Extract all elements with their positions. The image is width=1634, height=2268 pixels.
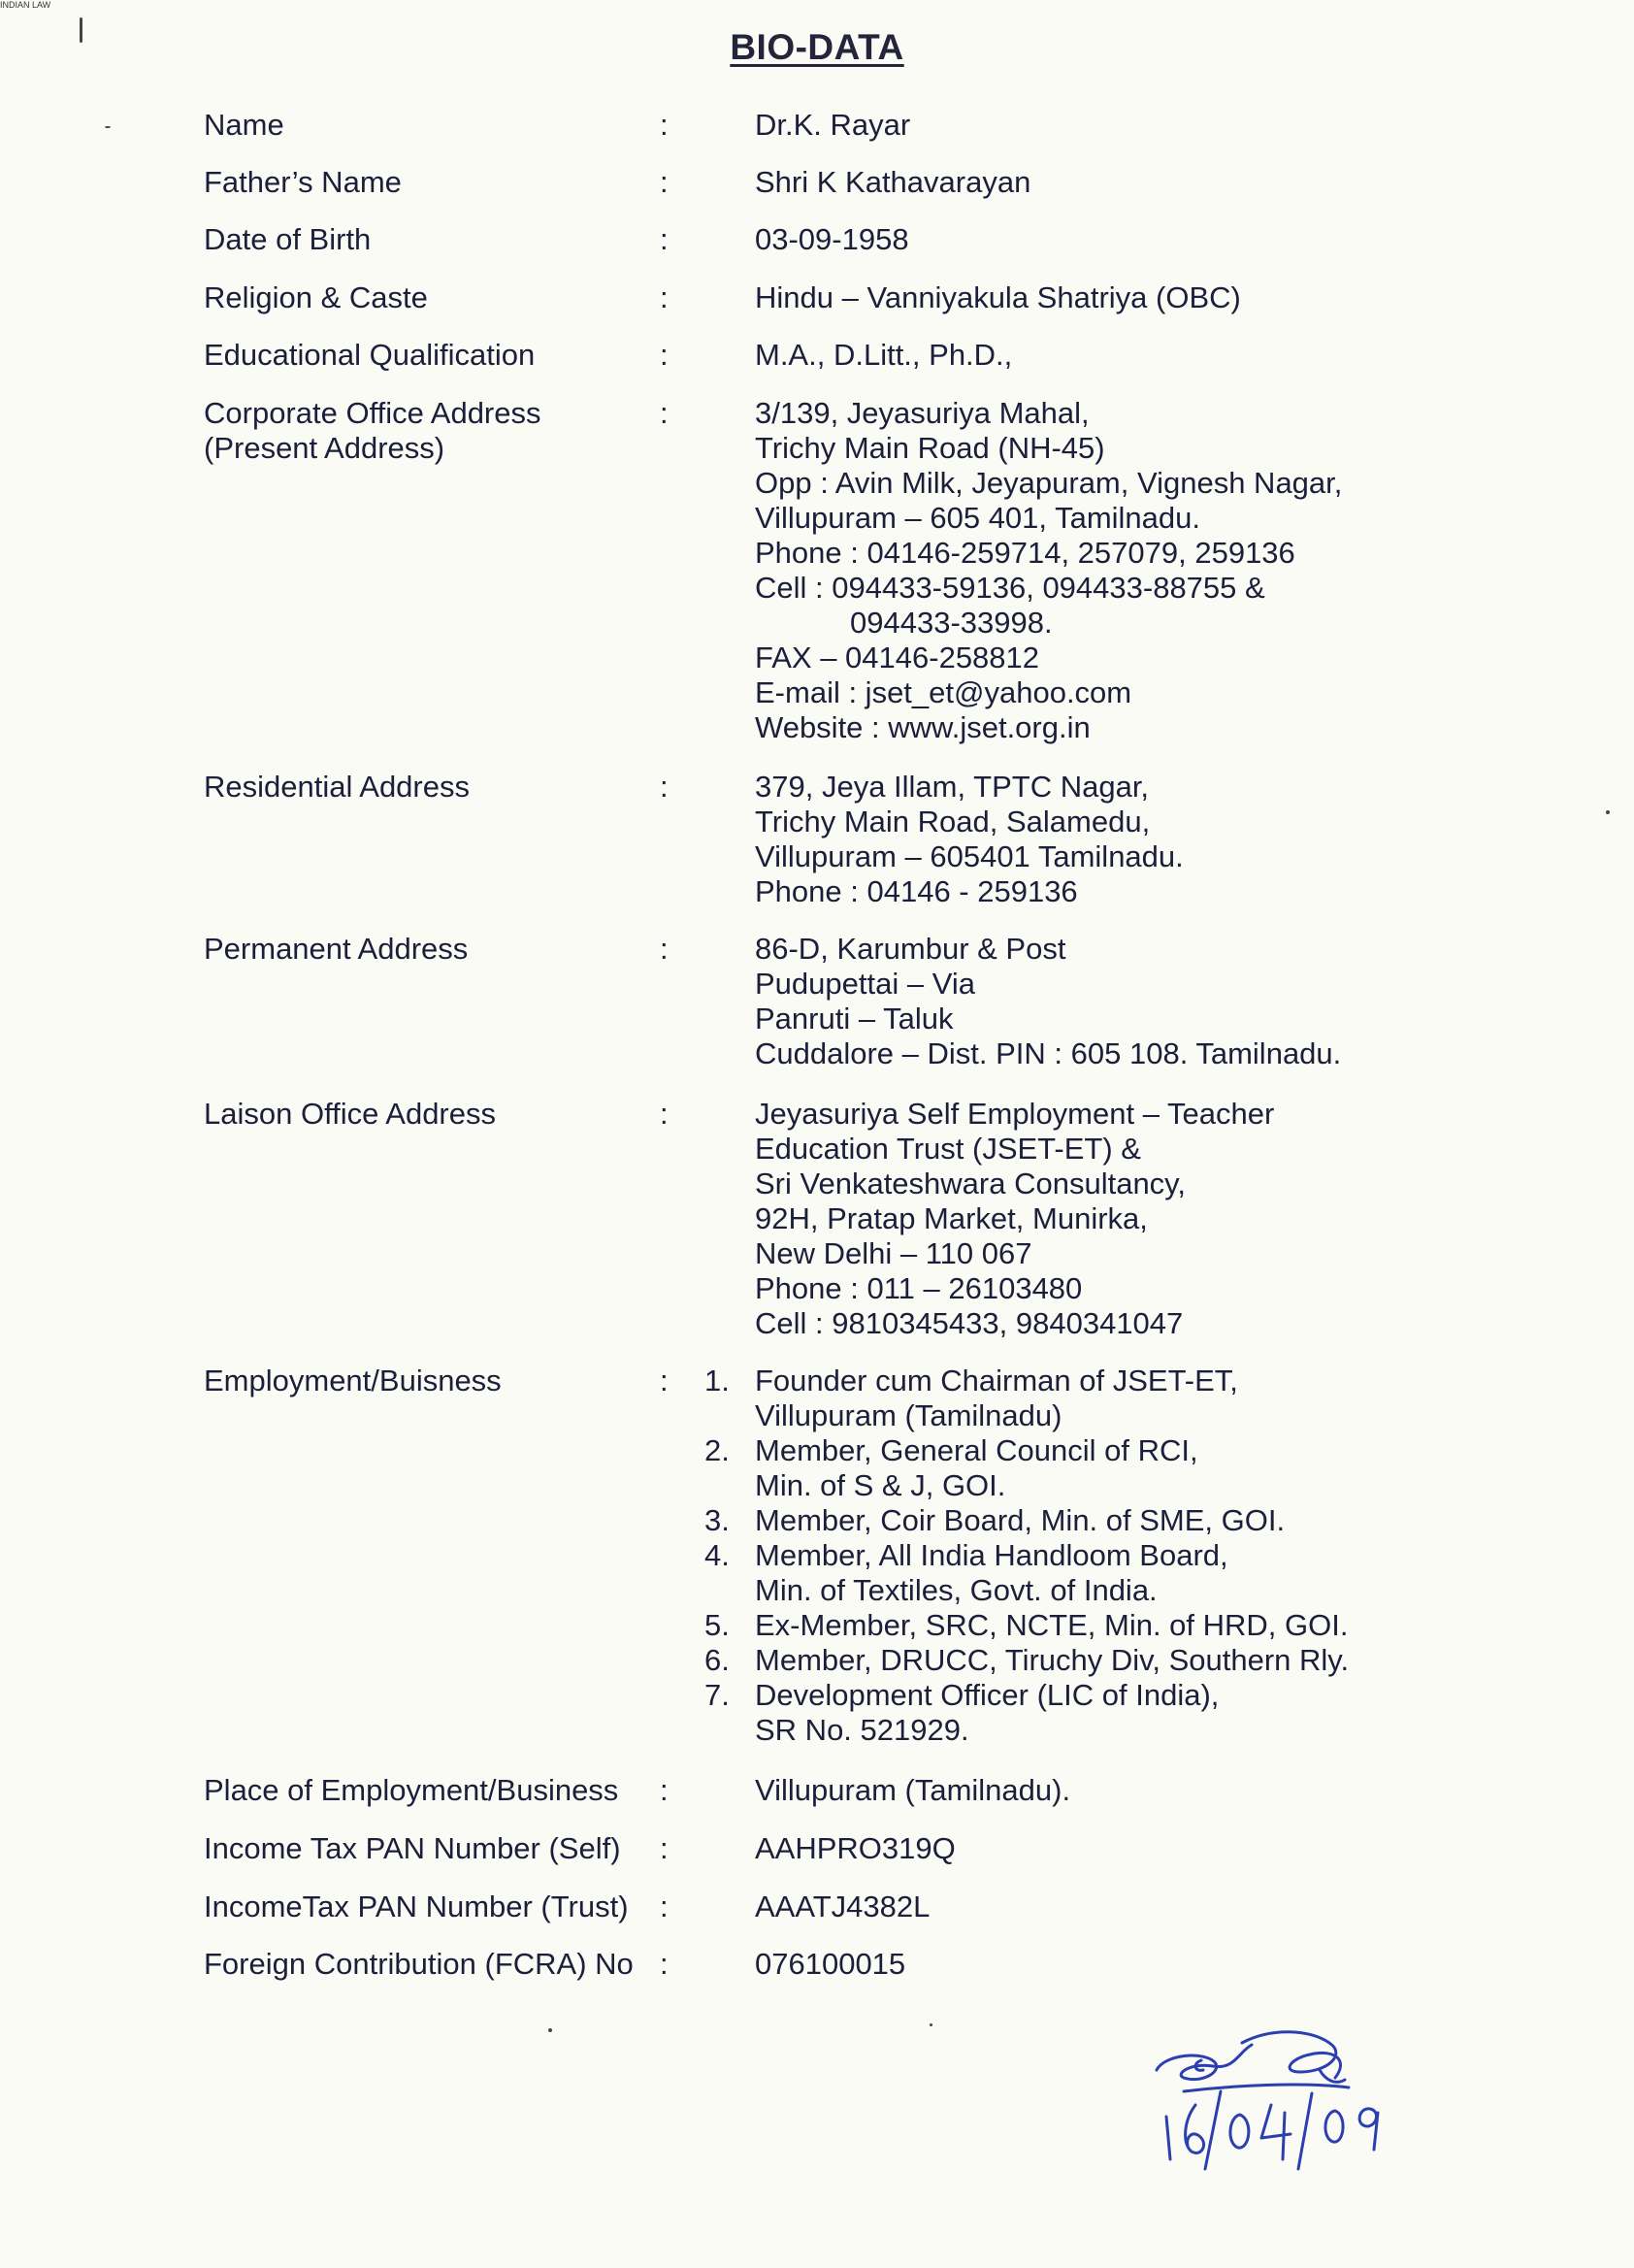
signature-date-slash xyxy=(1205,2091,1221,2169)
list-item: 2. Member, General Council of RCI, Min. of S & J, GOI. xyxy=(704,1433,1198,1502)
signature-date-nine xyxy=(1359,2109,1378,2150)
label-laison-address: Laison Office Address xyxy=(204,1097,496,1131)
signature-stroke xyxy=(1242,2032,1341,2078)
value-fathers-name: Shri K Kathavarayan xyxy=(755,165,1031,199)
employment-list xyxy=(704,1364,1481,1748)
signature-date-zero xyxy=(1230,2115,1249,2148)
separator: : xyxy=(660,1831,669,1865)
value-fcra: 076100015 xyxy=(755,1947,906,1981)
label-pan-self: Income Tax PAN Number (Self) xyxy=(204,1831,621,1865)
separator: : xyxy=(660,1947,669,1981)
signature-stroke xyxy=(1320,2070,1345,2082)
list-item: 1. Founder cum Chairman of JSET-ET, Villupuram (Tamilnadu) xyxy=(704,1364,1238,1432)
separator: : xyxy=(660,108,669,142)
separator: : xyxy=(660,222,669,256)
separator: : xyxy=(660,1890,669,1923)
label-permanent-address: Permanent Address xyxy=(204,932,469,966)
value-date-of-birth: 03-09-1958 xyxy=(755,222,909,256)
corner-mark: INDIAN LAW xyxy=(0,0,51,10)
signature-date-zero xyxy=(1325,2111,1343,2142)
value-permanent-address: 86-D, Karumbur & Post Pudupettai – Via Panruti – Taluk Cuddalore – Dist. PIN : 605 108. Tamilnadu. xyxy=(755,932,1342,1070)
value-education: M.A., D.Litt., Ph.D., xyxy=(755,338,1013,372)
separator: : xyxy=(660,770,669,804)
value-place-of-employment: Villupuram (Tamilnadu). xyxy=(755,1773,1071,1807)
label-religion-caste: Religion & Caste xyxy=(204,280,428,314)
separator: : xyxy=(660,1097,669,1131)
label-pan-trust: IncomeTax PAN Number (Trust) xyxy=(204,1890,629,1923)
signature-stroke xyxy=(1184,2085,1349,2091)
signature-stroke xyxy=(1157,2045,1252,2080)
list-item: 7. Development Officer (LIC of India), SR No. 521929. xyxy=(704,1678,1220,1747)
signature-date-six xyxy=(1186,2105,1204,2153)
scan-speck xyxy=(930,2023,932,2026)
label-fcra: Foreign Contribution (FCRA) No xyxy=(204,1947,634,1981)
signature-date-four xyxy=(1261,2105,1291,2159)
list-item: 6. Member, DRUCC, Tiruchy Div, Southern Rly. xyxy=(704,1643,1350,1677)
separator: : xyxy=(660,338,669,372)
value-religion-caste: Hindu – Vanniyakula Shatriya (OBC) xyxy=(755,280,1241,314)
value-name: Dr.K. Rayar xyxy=(755,108,911,142)
label-corporate-address: Corporate Office Address (Present Address) xyxy=(204,396,541,465)
label-name: Name xyxy=(204,108,284,142)
value-pan-trust: AAATJ4382L xyxy=(755,1890,931,1923)
signature xyxy=(1145,2023,1465,2179)
label-residential-address: Residential Address xyxy=(204,770,470,804)
label-fathers-name: Father’s Name xyxy=(204,165,402,199)
scan-speck xyxy=(1606,810,1610,814)
value-residential-address: 379, Jeya Illam, TPTC Nagar, Trichy Main Road, Salamedu, Villupuram – 605401 Tamilnadu. Phone : 04146 - 259136 xyxy=(755,770,1184,908)
list-item: 4. Member, All India Handloom Board, Min. of Textiles, Govt. of India. xyxy=(704,1538,1228,1607)
scan-speck xyxy=(105,126,111,128)
list-item: 3. Member, Coir Board, Min. of SME, GOI. xyxy=(704,1503,1286,1537)
signature-date-slash xyxy=(1298,2093,1312,2169)
separator: : xyxy=(660,1773,669,1807)
page-title: BIO-DATA xyxy=(730,27,904,67)
label-education: Educational Qualification xyxy=(204,338,536,372)
scan-speck xyxy=(548,2028,552,2032)
label-place-of-employment: Place of Employment/Business xyxy=(204,1773,619,1807)
label-date-of-birth: Date of Birth xyxy=(204,222,372,256)
separator: : xyxy=(660,1364,669,1397)
separator: : xyxy=(660,932,669,966)
separator: : xyxy=(660,280,669,314)
list-item: 5. Ex-Member, SRC, NCTE, Min. of HRD, GOI. xyxy=(704,1608,1349,1642)
label-employment: Employment/Buisness xyxy=(204,1364,502,1397)
separator: : xyxy=(660,396,669,430)
value-corporate-address: 3/139, Jeyasuriya Mahal, Trichy Main Road (NH-45) Opp : Avin Milk, Jeyapuram, Vignesh Nagar, Villupuram – 605 401, Tamilnadu. Phone : 04146-259714, 257079, 259136 Cell : 094433-59136, 094433-88755 & 094433-33998. FAX – 04146-258812 E-mail : jset_et@yahoo.com Website : www.jset.org.in xyxy=(755,396,1343,744)
signature-date-one xyxy=(1166,2117,1170,2159)
value-pan-self: AAHPRO319Q xyxy=(755,1831,956,1865)
value-laison-address: Jeyasuriya Self Employment – Teacher Education Trust (JSET-ET) & Sri Venkateshwara Consultancy, 92H, Pratap Market, Munirka, New Delhi – 110 067 Phone : 011 – 26103480 Cell : 9810345433, 9840341047 xyxy=(755,1097,1275,1340)
scan-speck xyxy=(80,17,82,43)
separator: : xyxy=(660,165,669,199)
